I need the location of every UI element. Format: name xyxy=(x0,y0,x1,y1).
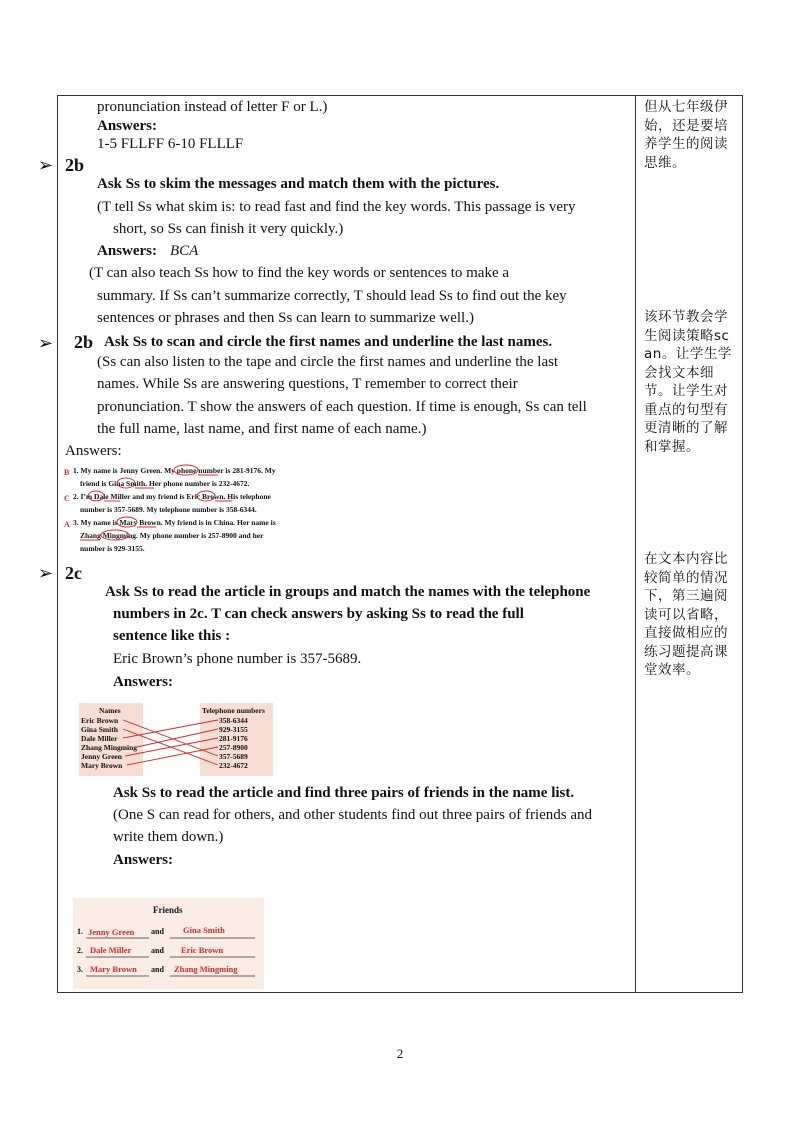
note-text: 但从七年级伊始，还是要培养学生的阅读思维。 xyxy=(644,99,728,171)
number-item: 257-8900 xyxy=(219,743,248,752)
match-lines xyxy=(79,703,273,776)
friends-title: Friends xyxy=(153,905,183,915)
friend-name: Gina Smith xyxy=(183,925,225,935)
arrow-bullet-icon: ➢ xyxy=(38,333,54,354)
text-line: (T tell Ss what skim is: to read fast and find the key words. This passage is very xyxy=(97,199,576,215)
figure-line: 3. My name is Mary Brown. My friend is in China. Her name is xyxy=(73,518,276,527)
task-instruction: Ask Ss to read the article in groups and match the names with the telephone xyxy=(105,584,591,600)
text-line: short, so Ss can finish it very quickly.) xyxy=(113,221,344,237)
answers-label: Answers: xyxy=(65,443,122,459)
answers-text: 1-5 FLLFF 6-10 FLLLF xyxy=(97,136,244,152)
answer-lines xyxy=(73,898,264,989)
arrow-bullet-icon: ➢ xyxy=(38,155,54,176)
text-line: write them down.) xyxy=(113,829,224,845)
answer-letter: A xyxy=(64,520,70,529)
task-instruction: numbers in 2c. T can check answers by asking Ss to read the full xyxy=(113,606,524,622)
figure-line: 1. My name is Jenny Green. My phone number is 281-9176. My xyxy=(73,466,276,475)
answers-label: Answers: xyxy=(97,243,157,259)
task-instruction: Ask Ss to read the article and find three pairs of friends in the name list. xyxy=(113,785,575,801)
friend-name: Dale Miller xyxy=(90,945,132,955)
text-line: summary. If Ss can’t summarize correctly, T should lead Ss to find out the key xyxy=(97,288,567,304)
row-number: 1. xyxy=(77,927,83,936)
text-line: sentences or phrases and then Ss can learn to summarize well.) xyxy=(97,310,474,326)
example-sentence: Eric Brown’s phone number is 357-5689. xyxy=(113,651,362,667)
name-item: Gina Smith xyxy=(81,725,118,734)
page-number: 2 xyxy=(396,1046,404,1061)
note-text: 该环节教会学生阅读策略scan。让学生学会找文本细节。让学生对重点的句型有更清晰的了解和掌握。 xyxy=(644,309,732,455)
answer-letter: B xyxy=(64,468,70,477)
answers-label: Answers: xyxy=(97,118,157,134)
figure-line: number is 929-3155. xyxy=(80,544,145,553)
note-text: 在文本内容比较简单的情况下，第三遍阅读可以省略，直接做相应的练习题提高课堂效率。 xyxy=(644,551,728,678)
scan-answer-figure xyxy=(60,462,290,558)
text-line: pronunciation. T show the answers of each question. If time is enough, Ss can tell xyxy=(97,399,587,415)
figure-line: friend is Gina Smith. Her phone number is 232-4672. xyxy=(80,479,250,488)
section-heading: 2b xyxy=(65,155,85,175)
name-item: Zhang Mingming xyxy=(81,743,138,752)
section-heading: 2c xyxy=(65,563,82,583)
name-item: Mary Brown xyxy=(81,761,123,770)
numbers-header: Telephone numbers xyxy=(202,706,265,715)
figure-line: 2. I’m Dale Miller and my friend is Eric Brown. His telephone xyxy=(73,492,271,501)
friend-name: Eric Brown xyxy=(181,945,224,955)
figure-line: number is 357-5689. My telephone number is 358-6344. xyxy=(80,505,257,514)
name-item: Eric Brown xyxy=(81,716,119,725)
friend-name: Jenny Green xyxy=(88,927,135,937)
number-item: 929-3155 xyxy=(219,725,248,734)
teaching-note xyxy=(644,98,738,172)
name-item: Jenny Green xyxy=(81,752,122,761)
row-number: 3. xyxy=(77,965,83,974)
teaching-note xyxy=(644,550,738,680)
answers-text: BCA xyxy=(170,243,199,259)
number-item: 358-6344 xyxy=(219,716,248,725)
friends-answer-figure xyxy=(73,898,264,989)
name-item: Dale Miller xyxy=(81,734,118,743)
names-header: Names xyxy=(99,706,121,715)
task-instruction: sentence like this : xyxy=(113,628,231,644)
teaching-note xyxy=(644,308,738,456)
and-word: and xyxy=(151,965,164,974)
number-item: 357-5689 xyxy=(219,752,248,761)
task-instruction: Ask Ss to scan and circle the first names and underline the last names. xyxy=(104,334,553,350)
number-item: 281-9176 xyxy=(219,734,248,743)
figure-line: Zhang Mingming. My phone number is 257-8900 and her xyxy=(80,531,264,540)
text-line: (T can also teach Ss how to find the key words or sentences to make a xyxy=(89,265,510,281)
and-word: and xyxy=(151,927,164,936)
answer-letter: C xyxy=(64,494,70,503)
match-answer-figure xyxy=(79,703,273,776)
arrow-bullet-icon: ➢ xyxy=(38,563,54,584)
text-line: the full name, last name, and first name of each name.) xyxy=(97,421,427,437)
and-word: and xyxy=(151,946,164,955)
friend-name: Zhang Mingming xyxy=(174,964,238,974)
text-line: names. While Ss are answering questions, T remember to correct their xyxy=(97,376,518,392)
text-line: (One S can read for others, and other students find out three pairs of friends and xyxy=(113,807,593,823)
text-line: pronunciation instead of letter F or L.) xyxy=(97,99,328,115)
text-line: (Ss can also listen to the tape and circle the first names and underline the last xyxy=(97,354,559,370)
number-item: 232-4672 xyxy=(219,761,248,770)
task-instruction: Ask Ss to skim the messages and match them with the pictures. xyxy=(97,176,500,192)
row-number: 2. xyxy=(77,946,83,955)
answers-label: Answers: xyxy=(113,674,173,690)
annotation-marks xyxy=(60,462,290,558)
friend-name: Mary Brown xyxy=(90,964,137,974)
column-divider xyxy=(635,95,636,993)
section-heading: 2b xyxy=(74,332,94,352)
answers-label: Answers: xyxy=(113,852,173,868)
